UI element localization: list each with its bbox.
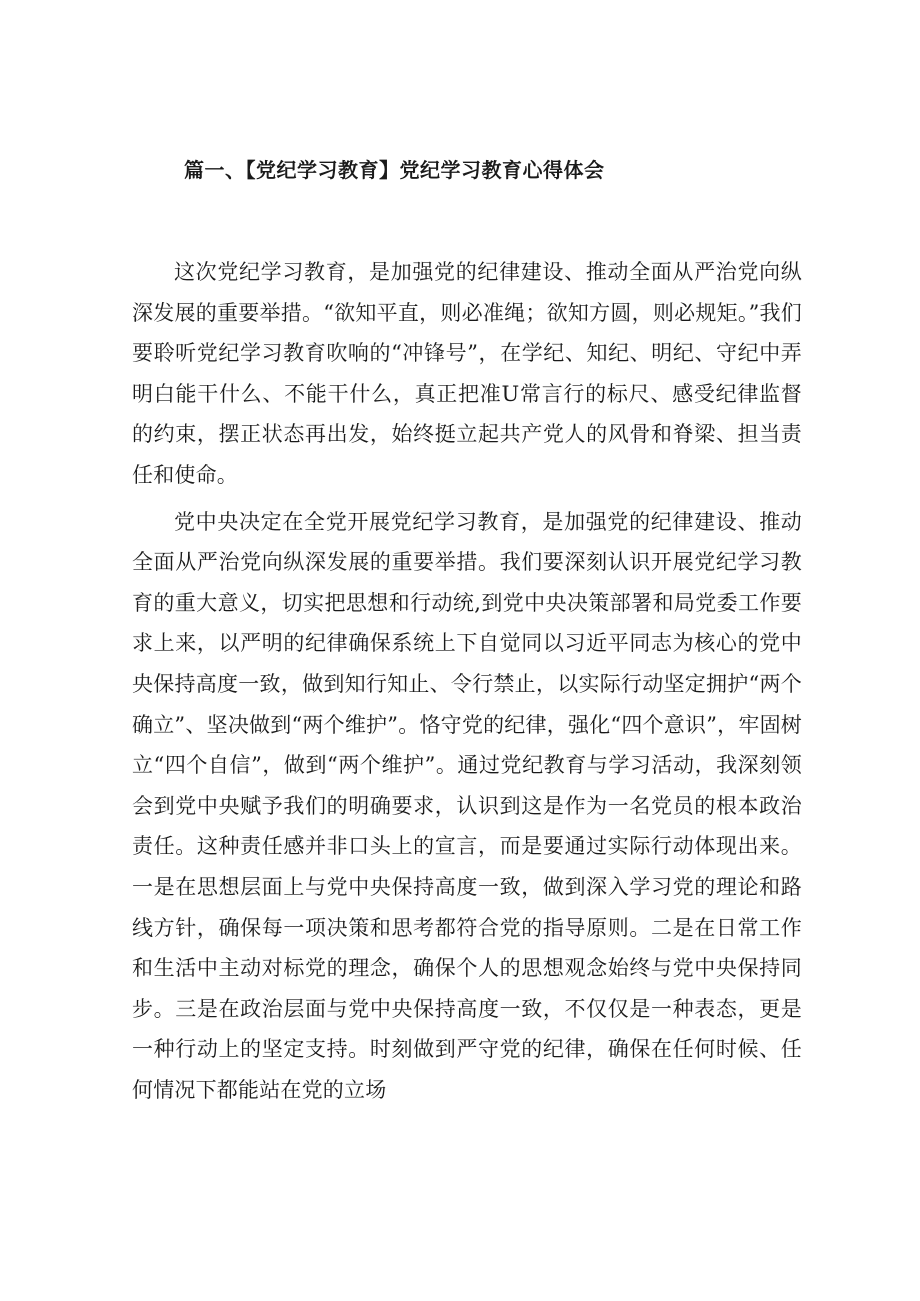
document-body <box>132 252 802 1116</box>
document-title: 篇一、【党纪学习教育】党纪学习教育心得体会 <box>184 158 605 182</box>
paragraph-2: 党中央决定在全党开展党纪学习教育，是加强党的纪律建设、推动全面从严治党向纵深发展的重要举措。我们要深刻认识开展党纪学习教育的重大意义，切实把思想和行动统,到党中央决策部署和局党委工作要求上来，以严明的纪律确保系统上下自觉同以习近平同志为核心的党中央保持高度一致，做到知行知止、令行禁止，以实际行动坚定拥护“两个确立”、坚决做到“两个维护”。恪守党的纪律，强化“四个意识”，牢固树立“四个自信”，做到“两个维护”。通过党纪教育与学习活动，我深刻领会到党中央赋予我们的明确要求，认识到这是作为一名党员的根本政治责任。这种责任感并非口头上的宣言，而是要通过实际行动体现出来。一是在思想层面上与党中央保持高度一致，做到深入学习党的理论和路线方针，确保每一项决策和思考都符合党的指导原则。二是在日常工作和生活中主动对标党的理念，确保个人的思想观念始终与党中央保持同步。三是在政治层面与党中央保持高度一致，不仅仅是一种表态，更是一种行动上的坚定支持。时刻做到严守党的纪律，确保在任何时候、任何情况下都能站在党的立场 <box>132 509 802 1102</box>
paragraph-1: 这次党纪学习教育，是加强党的纪律建设、推动全面从严治党向纵深发展的重要举措。“欲知平直，则必准绳；欲知方圆，则必规矩。”我们要聆听党纪学习教育吹响的“冲锋号”，在学纪、知纪、明纪、守纪中弄明白能干什么、不能干什么，真正把准U常言行的标尺、感受纪律监督的约束，摆正状态再出发，始终挺立起共产党人的风骨和脊梁、担当责任和使命。 <box>132 260 802 487</box>
